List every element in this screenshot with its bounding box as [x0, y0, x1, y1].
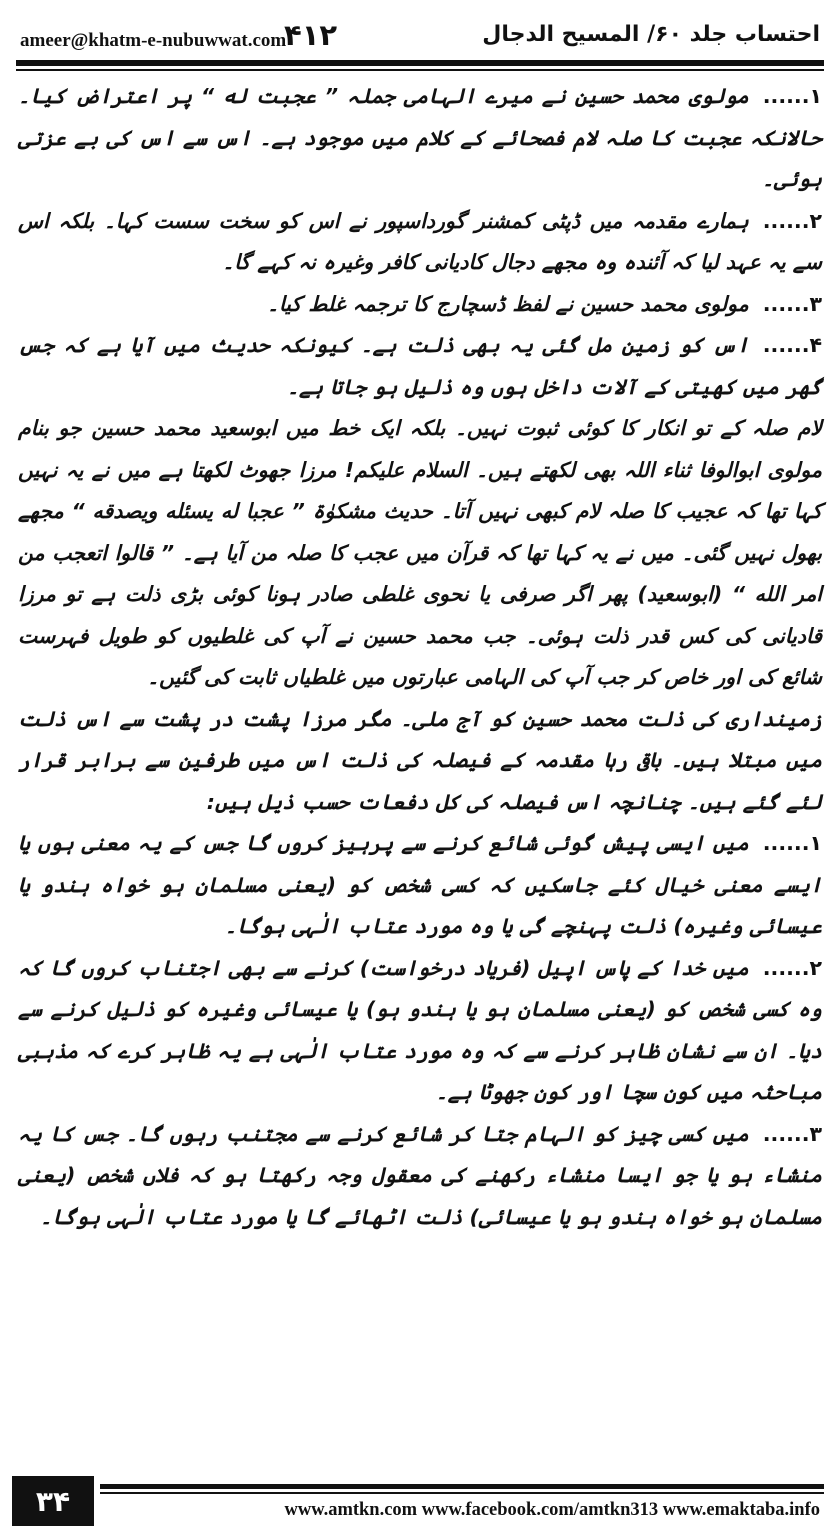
paragraph-3: [18, 284, 822, 326]
footer-links[interactable]: www.amtkn.com www.facebook.com/amtkn313 www.emaktaba.info: [284, 1500, 820, 1520]
page-header: [16, 8, 824, 60]
header-rule-thin: [16, 69, 824, 71]
header-email[interactable]: ameer@khatm-e-nubuwwat.com: [20, 30, 287, 51]
paragraph-5: [18, 408, 822, 699]
paragraph-number: ۱......: [762, 831, 822, 855]
paragraph-text: مولوی محمد حسین نے لفظ ڈسچارج کا ترجمہ غلط کیا۔: [267, 291, 749, 316]
paragraph-text: میں کسی چیز کو الہام جتا کر شائع کرنے سے مجتنب رہوں گا۔ جس کا یہ منشاء ہو یا جو ایسا منشاء رکھنے کی معقول وجہ رکھتا ہو کہ فلاں شخص (یعنی مسلمان ہو خواہ ہندو ہو یا عیسائی) ذلت اٹھائے گا یا مورد عتاب الٰہی ہوگا۔: [18, 1121, 822, 1229]
paragraph-number: ۱......: [762, 84, 822, 108]
page-body: [18, 76, 822, 1466]
paragraph-text: زمینداری کی ذلت محمد حسین کو آج ملی۔ مگر مرزا پشت در پشت سے اس ذلت میں مبتلا ہیں۔ باقی رہا مقدمہ کے فیصلہ کی ذلت اس میں طرفین سے برابر قرار لئے گئے ہیں۔ چنانچہ اس فیصلہ کی کل دفعات حسب ذیل ہیں:: [18, 706, 822, 814]
footer-page-ref: ۳۴: [12, 1476, 94, 1526]
paragraph-number: ۴......: [762, 333, 822, 357]
paragraph-2: [18, 201, 822, 284]
paragraph-8: [18, 948, 822, 1114]
page-footer: [0, 1472, 840, 1540]
paragraph-number: ۲......: [762, 208, 822, 233]
book-title: احتساب جلد ۶۰/ المسیح الدجال: [482, 22, 820, 47]
paragraph-number: ۳......: [762, 1121, 822, 1146]
header-rule-thick: [16, 60, 824, 66]
paragraph-number: ۳......: [762, 291, 822, 316]
paragraph-text: میں ایسی پیش گوئی شائع کرنے سے پرہیز کروں گا جس کے یہ معنی ہوں یا ایسے معنی خیال کئے جاسکیں کہ کسی شخص کو (یعنی مسلمان ہو خواہ ہندو یا عیسائی وغیرہ) ذلت پہنچے گی یا وہ مورد عتاب الٰہی ہوگا۔: [18, 831, 822, 938]
paragraph-1: [18, 76, 822, 201]
paragraph-6: [18, 699, 822, 824]
page-number: ۴۱۲: [284, 18, 338, 52]
paragraph-text: میں خدا کے پاس اپیل (فریاد درخواست) کرنے سے بھی اجتناب کروں گا کہ وہ کسی شخص کو (یعنی مسلمان ہو یا ہندو ہو) یا عیسائی وغیرہ کو ذلیل کرنے سے دیا۔ ان سے نشان ظاہر کرنے سے کہ وہ مورد عتاب الٰہی ہے یہ ظاہر کرے کہ مذہبی مباحثہ میں کون سچا اور کون جھوٹا ہے۔: [18, 955, 822, 1104]
paragraph-text: مولوی محمد حسین نے میرے الہامی جملہ ” عجبت له “ پر اعتراض کیا۔ حالانکہ عجبت کا صلہ لام فصحائے کے کلام میں موجود ہے۔ اس سے اس کی بے عزتی ہوئی۔: [18, 84, 822, 191]
paragraph-4: [18, 325, 822, 408]
footer-rule-thick: [100, 1484, 824, 1489]
paragraph-7: [18, 823, 822, 948]
paragraph-number: ۲......: [762, 955, 822, 980]
paragraph-text: لام صلہ کے تو انکار کا کوئی ثبوت نہیں۔ بلکہ ایک خط میں ابوسعید محمد حسین جو بنام مولوی ابوالوفا ثناء اللہ بھی لکھتے ہیں۔ السلام علیکم! مرزا جھوٹ لکھتا ہے میں نے یہ نہیں کہا تھا کہ عجیب کا صلہ لام کبھی نہیں آتا۔ حدیث مشکوٰۃ ” عجبا له یسئله ویصدقه “ مجھے بھول نہیں گئی۔ میں نے یہ کہا تھا کہ قرآن میں عجب کا صلہ من آیا ہے۔ ” قالوا اتعجب من امر الله “ (ابوسعید) پھر اگر صرفی یا نحوی غلطی صادر ہونا کوئی بڑی ذلت ہے تو مرزا قادیانی کی کس قدر ذلت ہوئی۔ جب محمد حسین نے آپ کی غلطیوں کو طویل فہرست شائع کی اور خاص کر جب آپ کی الہامی عبارتوں میں غلطیاں ثابت کی گئیں۔: [18, 416, 822, 689]
paragraph-text: ہمارے مقدمہ میں ڈپٹی کمشنر گورداسپور نے اس کو سخت سست کہا۔ بلکہ اس سے یہ عہد لیا کہ آئندہ وہ مجھے دجال کادیانی کافر وغیرہ نہ کہے گا۔: [18, 208, 822, 274]
footer-rule-thin: [100, 1492, 824, 1494]
paragraph-9: [18, 1114, 822, 1239]
paragraph-text: اس کو زمین مل گئی یہ بھی ذلت ہے۔ کیونکہ حدیث میں آیا ہے کہ جس گھر میں کھیتی کے آلات داخل ہوں وہ ذلیل ہو جاتا ہے۔: [18, 333, 822, 399]
